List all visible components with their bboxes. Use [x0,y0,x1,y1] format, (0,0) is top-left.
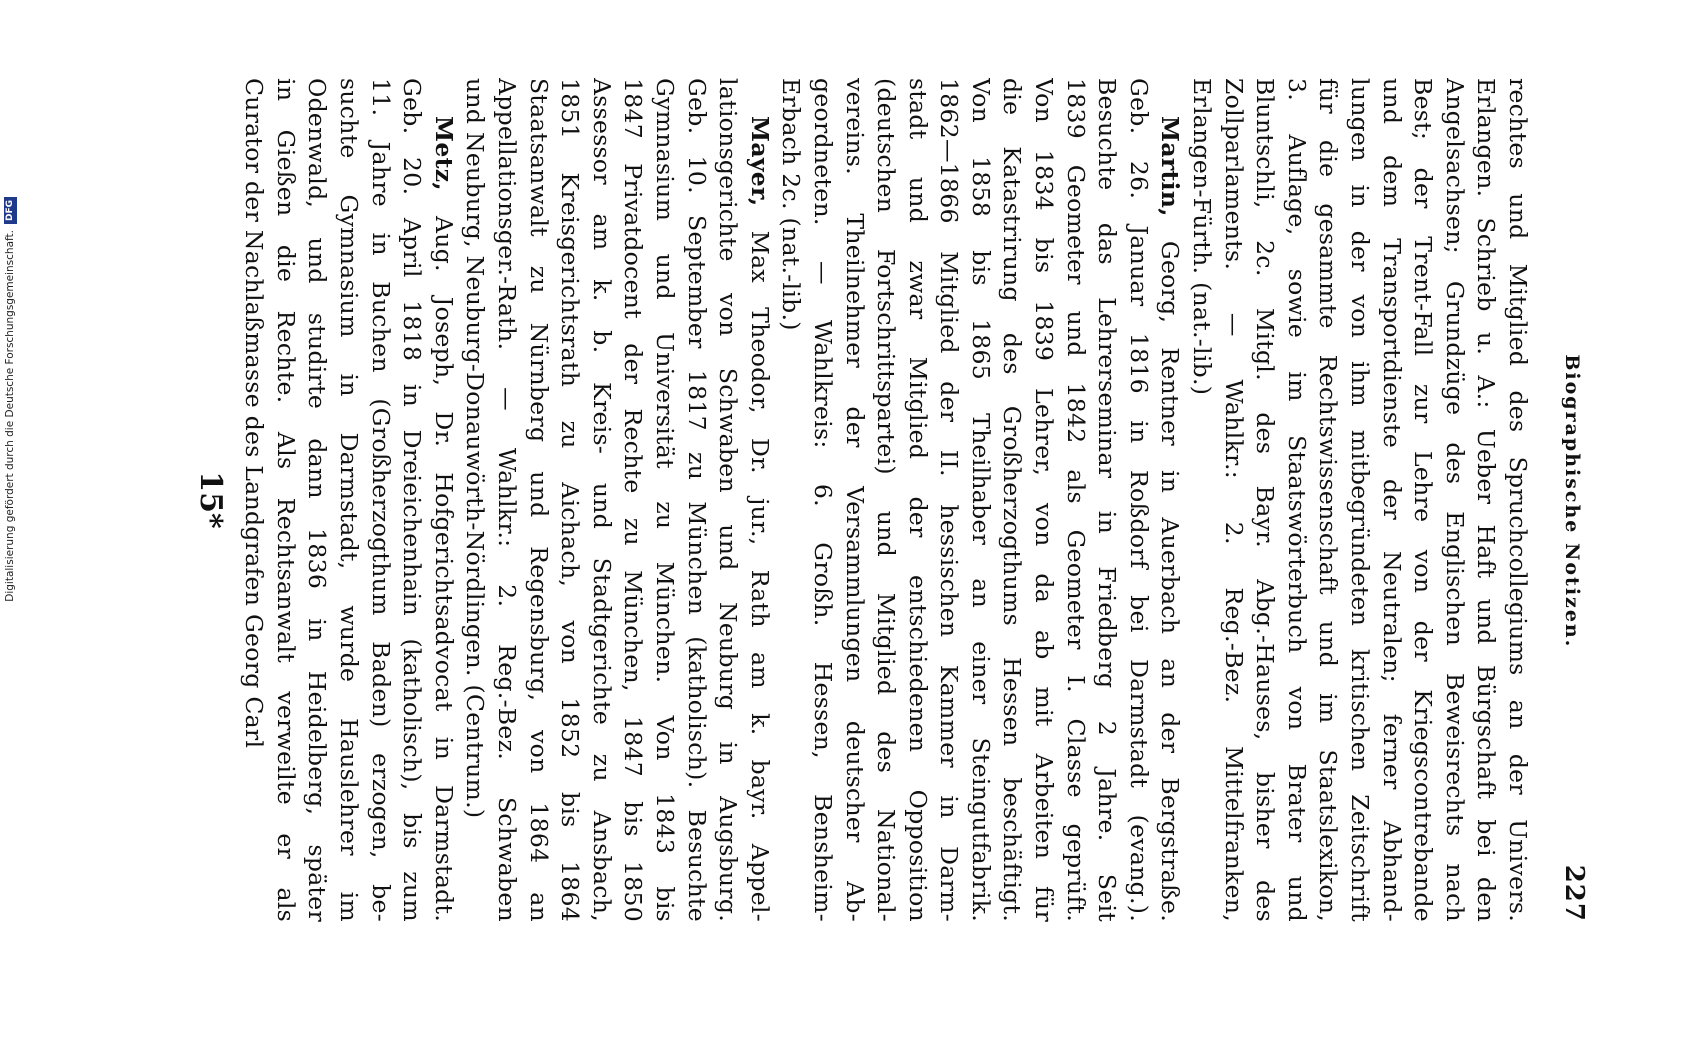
entry-name: Mayer, [745,116,774,207]
text-line [1280,78,1312,922]
text-line [964,78,996,922]
line-text: Appellationsger.-Rath. — Wahlkr.: 2. Reg.-Bez. Schwaben [493,78,521,922]
line-text: Georg, Rentner in Auerbach an der Bergstraße. [1156,216,1185,922]
text-line [332,78,364,922]
line-text: 3. Auflage, sowie im Staatswörterbuch von Brater und [1282,78,1311,922]
dfg-logo: DFG [4,197,17,224]
scanned-page [83,60,1603,940]
line-text: Geb. 26. Januar 1816 in Roßdorf bei Darmstadt (evang.). [1124,78,1153,922]
text-line [364,78,396,922]
line-text: Zollparlaments. — Wahlkr.: 2. Reg.-Bez. Mittelfranken, [1219,78,1248,922]
text-line [238,78,270,922]
text-line [933,78,965,922]
line-text: 1862—1866 Mitglied der II. hessischen Kammer in Darm- [935,78,964,922]
text-line [1091,78,1123,922]
text-line [490,78,522,922]
line-text: (deutschen Fortschrittspartei) und Mitglied des National- [872,78,901,922]
text-line [585,78,617,922]
text-line [301,78,333,922]
line-text: Gymnasium und Universität zu München. Von 1843 bis [650,78,679,922]
line-text: und Neuburg, Neuburg-Donauwörth-Nördlingen. (Centrum.) [461,78,490,819]
line-text: geordneten. — Wahlkreis: 6. Großh. Hessen, Bensheim- [808,78,837,922]
text-line [617,78,649,922]
line-text: die Katastrirung des Großherzogthums Hessen beschäftigt. [998,78,1027,922]
text-line [1407,78,1439,922]
line-text: in Gießen die Rechte. Als Rechtsanwalt verweilte er als [271,78,300,922]
line-text: und dem Transportdienste der Neutralen; ferner Abhand- [1377,78,1406,922]
text-line [1375,78,1407,922]
text-line [901,78,933,922]
line-text: Aug. Joseph, Dr. Hofgerichtsadvocat in Darmstadt. [429,190,458,922]
line-text: Best; der Trent-Fall zur Lehre von der Kriegscontrebande [1409,78,1438,922]
text-line [775,78,807,922]
text-line [459,78,491,922]
line-text: Erbach 2c. (nat.-lib.) [777,78,806,331]
line-text: Besuchte das Lehrerseminar in Friedberg 2 Jahre. Seit [1093,78,1122,922]
text-line [806,78,838,922]
body-text [238,78,1533,922]
line-text: 11. Jahre in Buchen (Großherzogthum Baden) erzogen, be- [366,78,395,922]
line-text: 1839 Geometer und 1842 als Geometer I. Classe geprüft. [1061,78,1090,922]
line-text: Assessor am k. b. Kreis- und Stadtgerichte zu Ansbach, [587,78,616,922]
line-text: vereins. Theilnehmer der Versammlungen deutscher Ab- [840,78,869,922]
entry-name: Metz, [429,116,458,191]
text-line [712,78,744,922]
running-head [1533,78,1589,922]
line-text: stadt und zwar Mitglied der entschiedenen Opposition [903,78,932,922]
line-text: lungen in der von ihm mitbegründeten kritischen Zeitschrift [1346,78,1375,922]
text-line [680,78,712,922]
text-line [269,78,301,922]
line-text: 1847 Privatdocent der Rechte zu München, 1847 bis 1850 [619,78,648,922]
text-line [1501,78,1533,922]
text-line [1154,78,1186,922]
line-text: Max Theodor, Dr. jur., Rath am k. bayr. Appel- [745,206,774,922]
line-text: Erlangen. Schrieb u. A.: Ueber Haft und Bürgschaft bei den [1472,78,1501,922]
page-number: 227 [1559,864,1589,922]
line-text: Von 1834 bis 1839 Lehrer, von da ab mit Arbeiten für [1030,78,1059,922]
line-text: Erlangen-Fürth. (nat.-lib.) [1188,78,1217,396]
text-line [1217,78,1249,922]
line-text: für die gesammte Rechtswissenschaft und im Staatslexikon, [1314,78,1343,922]
text-line [838,78,870,922]
line-text: Odenwald, und studirte dann 1836 in Heidelberg, später [303,78,332,922]
line-text: suchte Gymnasium in Darmstadt, wurde Hauslehrer im [335,78,364,922]
text-line [1312,78,1344,922]
credit-text: Digitalisierung gefördert durch die Deutsche Forschungsgemeinschaft. [4,230,16,602]
line-text: Curator der Nachlaßmasse des Landgrafen Georg Carl [240,78,269,749]
text-line [1249,78,1281,922]
text-line [870,78,902,922]
text-line [1028,78,1060,922]
text-line [1059,78,1091,922]
text-line [522,78,554,922]
text-line [1343,78,1375,922]
line-text: Bluntschli, 2c. Mitgl. des Bayr. Abg.-Hauses, bisher des [1251,78,1280,922]
line-text: Geb. 20. April 1818 in Dreieichenhain (katholisch), bis zum [398,78,427,922]
digitization-credit [0,0,14,1000]
text-line [1185,78,1217,922]
line-text: Von 1858 bis 1865 Theilhaber an einer Steingutfabrik. [966,78,995,922]
line-text: Geb. 10. September 1817 zu München (katholisch). Besuchte [682,78,711,922]
entry-name: Martin, [1156,116,1185,217]
text-line [1438,78,1470,922]
text-line [427,78,459,922]
text-line [648,78,680,922]
running-head-title: Biographische Notizen. [1561,354,1583,649]
text-line [1470,78,1502,922]
line-text: lationsgerichte von Schwaben und Neuburg in Augsburg. [714,78,743,922]
text-line [396,78,428,922]
line-text: 1851 Kreisgerichtsrath zu Aichach, von 1852 bis 1864 [556,78,585,922]
line-text: rechtes und Mitglied des Spruchcollegiums an der Univers. [1504,78,1532,922]
signature-mark: 15* [192,471,228,529]
text-line [743,78,775,922]
text-line [1122,78,1154,922]
line-text: Staatsanwalt zu Nürnberg und Regensburg, von 1864 an [524,78,553,922]
text-line [554,78,586,922]
line-text: Angelsachsen; Grundzüge des Englischen Beweisrechts nach [1440,78,1469,922]
text-line [996,78,1028,922]
